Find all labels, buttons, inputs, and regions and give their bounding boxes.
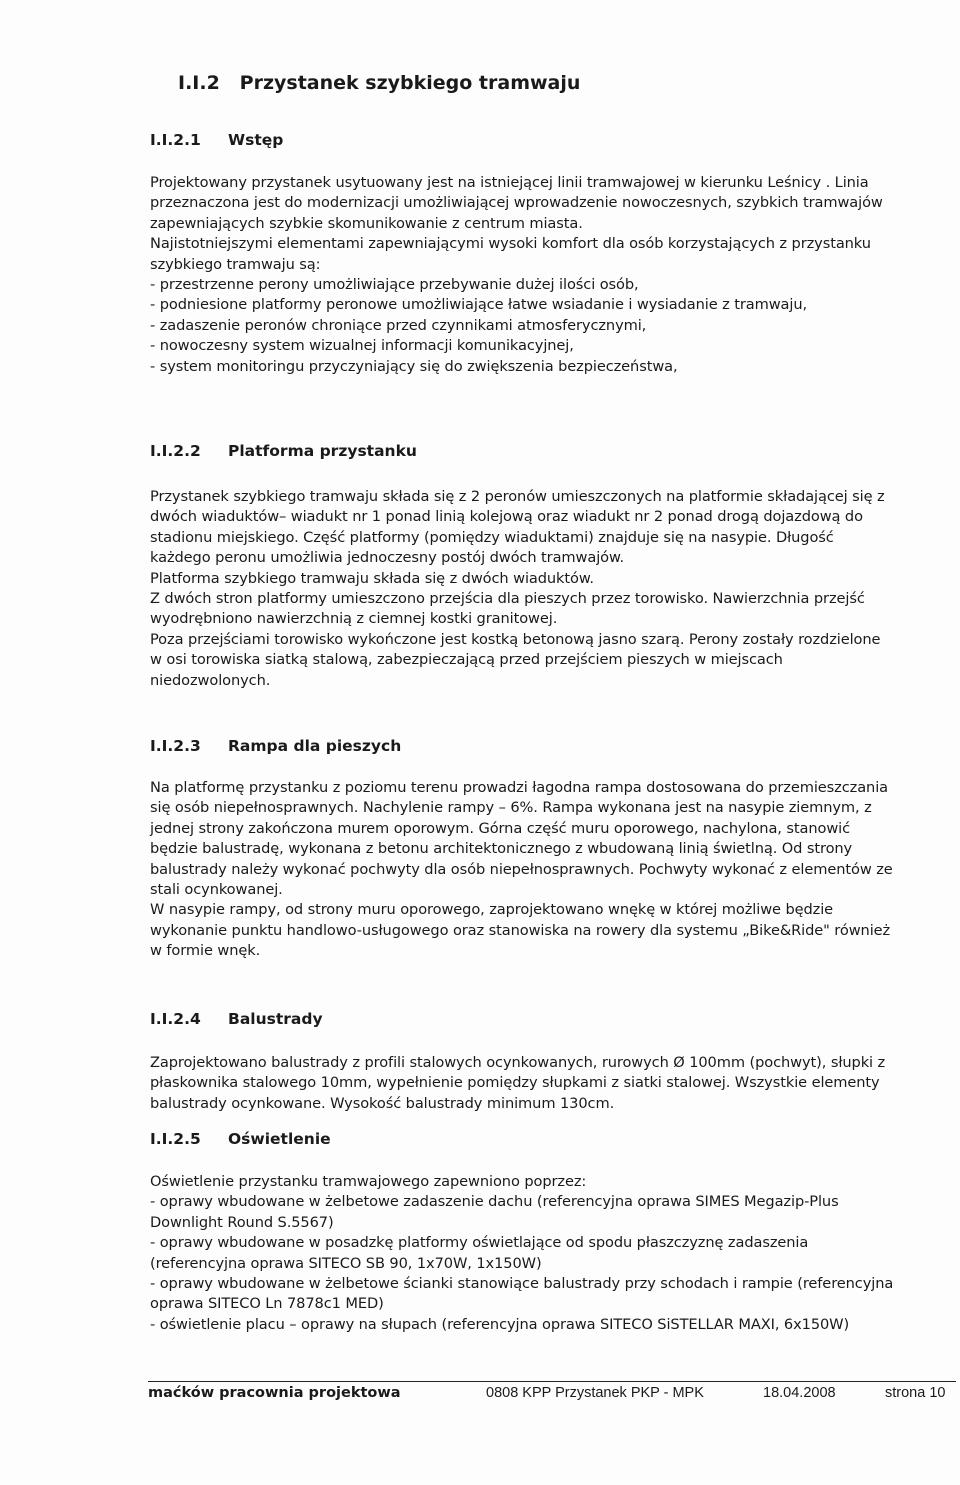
subsection-number: I.I.2.4 (150, 1010, 201, 1028)
paragraph-oswietlenie (150, 1172, 940, 1335)
text-line: - nowoczesny system wizualnej informacji komunikacyjnej, (150, 337, 574, 355)
paragraph-wstep (150, 173, 940, 377)
text-line: Zaprojektowano balustrady z profili stalowych ocynkowanych, rurowych Ø 100mm (pochwyt), słupki z (150, 1054, 886, 1071)
footer-date: 18.04.2008 (763, 1385, 836, 1401)
heading-rampa (150, 737, 401, 755)
text-line: Oświetlenie przystanku tramwajowego zapewniono poprzez: (150, 1173, 587, 1190)
subsection-title: Wstęp (228, 131, 284, 149)
text-line: - oprawy wbudowane w żelbetowe zadaszenie dachu (referencyjna oprawa SIMES Megazip-Plus (150, 1193, 839, 1211)
section-heading (178, 72, 580, 94)
text-line: balustrady należy wykonać pochwyty dla osób niepełnosprawnych. Pochwyty wykonać z elementów ze (150, 860, 893, 878)
text-line: w osi torowiska siatką stalową, zabezpieczającą przed przejściem pieszych w miejscach (150, 651, 783, 669)
text-line: się osób niepełnosprawnych. Nachylenie rampy – 6%. Rampa wykonana jest na nasypie ziemnym, z (150, 799, 872, 817)
subsection-title: Platforma przystanku (228, 442, 417, 460)
footer-company: maćków pracownia projektowa (148, 1385, 401, 1401)
text-line: Platforma szybkiego tramwaju składa się z dwóch wiaduktów. (150, 569, 594, 587)
text-line: Najistotniejszymi elementami zapewniającymi wysoki komfort dla osób korzystających z przystanku (150, 235, 871, 253)
subsection-title: Oświetlenie (228, 1130, 331, 1148)
text-line: płaskownika stalowego 10mm, wypełnienie pomiędzy słupkami z siatki stalowej. Wszystkie elementy (150, 1074, 880, 1092)
text-line: W nasypie rampy, od strony muru oporowego, zaprojektowano wnękę w której możliwe będzie (150, 901, 834, 919)
paragraph-balustrady (150, 1053, 940, 1114)
subsection-title: Balustrady (228, 1010, 323, 1028)
footer-document-title: 0808 KPP Przystanek PKP - MPK (486, 1385, 704, 1401)
section-number: I.I.2 (178, 72, 220, 94)
heading-platforma (150, 442, 417, 460)
text-line: Projektowany przystanek usytuowany jest na istniejącej linii tramwajowej w kierunku Leśnicy . Linia (150, 174, 869, 191)
text-line: zapewniających szybkie skomunikowanie z centrum miasta. (150, 214, 583, 232)
footer-divider (148, 1381, 956, 1382)
text-line: niedozwolonych. (150, 671, 271, 689)
text-line: - oświetlenie placu – oprawy na słupach (referencyjna oprawa SITECO SiSTELLAR MAXI, 6x150W) (150, 1315, 850, 1333)
text-line: - oprawy wbudowane w żelbetowe ścianki stanowiące balustrady przy schodach i rampie (referencyjna (150, 1275, 894, 1293)
text-line: będzie balustradę, wykonana z betonu architektonicznego z wbudowaną linią świetlną. Od strony (150, 840, 853, 858)
subsection-number: I.I.2.2 (150, 442, 201, 460)
text-line: - system monitoringu przyczyniający się do zwiększenia bezpieczeństwa, (150, 357, 678, 375)
text-line: Przystanek szybkiego tramwaju składa się z 2 peronów umieszczonych na platformie składającej się z (150, 488, 885, 505)
footer-page-number: strona 10 (885, 1385, 946, 1401)
text-line: - przestrzenne perony umożliwiające przebywanie dużej ilości osób, (150, 276, 639, 294)
text-line: balustrady ocynkowane. Wysokość balustrady minimum 130cm. (150, 1094, 615, 1112)
heading-wstep (150, 131, 283, 149)
heading-oswietlenie (150, 1130, 331, 1148)
text-line: Downlight Round S.5567) (150, 1213, 334, 1231)
text-line: oprawa SITECO Ln 7878c1 MED) (150, 1295, 384, 1313)
text-line: każdego peronu umożliwia jednoczesny postój dwóch tramwajów. (150, 549, 625, 567)
text-line: - zadaszenie peronów chroniące przed czynnikami atmosferycznymi, (150, 316, 647, 334)
text-line: stali ocynkowanej. (150, 881, 283, 899)
subsection-title: Rampa dla pieszych (228, 737, 402, 755)
text-line: wyodrębniono nawierzchnią z ciemnej kostki granitowej. (150, 610, 558, 628)
subsection-number: I.I.2.1 (150, 131, 201, 149)
text-line: - oprawy wbudowane w posadzkę platformy oświetlające od spodu płaszczyznę zadaszenia (150, 1234, 809, 1252)
text-line: szybkiego tramwaju są: (150, 255, 321, 273)
text-line: przeznaczona jest do modernizacji umożliwiającej wprowadzenie nowoczesnych, szybkich tramwajów (150, 194, 883, 212)
text-line: - podniesione platformy peronowe umożliwiające łatwe wsiadanie i wysiadanie z tramwaju, (150, 296, 808, 314)
text-line: Na platformę przystanku z poziomu terenu prowadzi łagodna rampa dostosowana do przemieszczania (150, 779, 888, 796)
text-line: dwóch wiaduktów– wiadukt nr 1 ponad linią kolejową oraz wiadukt nr 2 ponad drogą dojazdową do (150, 508, 863, 526)
text-line: wykonanie punktu handlowo-usługowego oraz stanowiska na rowery dla systemu „Bike&Ride" również (150, 921, 891, 939)
subsection-number: I.I.2.5 (150, 1130, 201, 1148)
text-line: stadionu miejskiego. Część platformy (pomiędzy wiaduktami) znajduje się na nasypie. Długość (150, 528, 834, 546)
paragraph-platforma (150, 487, 940, 691)
text-line: (referencyjna oprawa SITECO SB 90, 1x70W, 1x150W) (150, 1254, 542, 1272)
text-line: jednej strony zakończona murem oporowym. Górna część muru oporowego, nachylona, stanowić (150, 819, 851, 837)
heading-balustrady (150, 1010, 323, 1028)
paragraph-rampa (150, 778, 940, 962)
subsection-number: I.I.2.3 (150, 737, 201, 755)
text-line: Z dwóch stron platformy umieszczono przejścia dla pieszych przez torowisko. Nawierzchnia przejść (150, 590, 865, 608)
section-title: Przystanek szybkiego tramwaju (239, 72, 581, 94)
text-line: w formie wnęk. (150, 942, 261, 960)
text-line: Poza przejściami torowisko wykończone jest kostką betonową jasno szarą. Perony zostały rozdzielone (150, 630, 881, 648)
